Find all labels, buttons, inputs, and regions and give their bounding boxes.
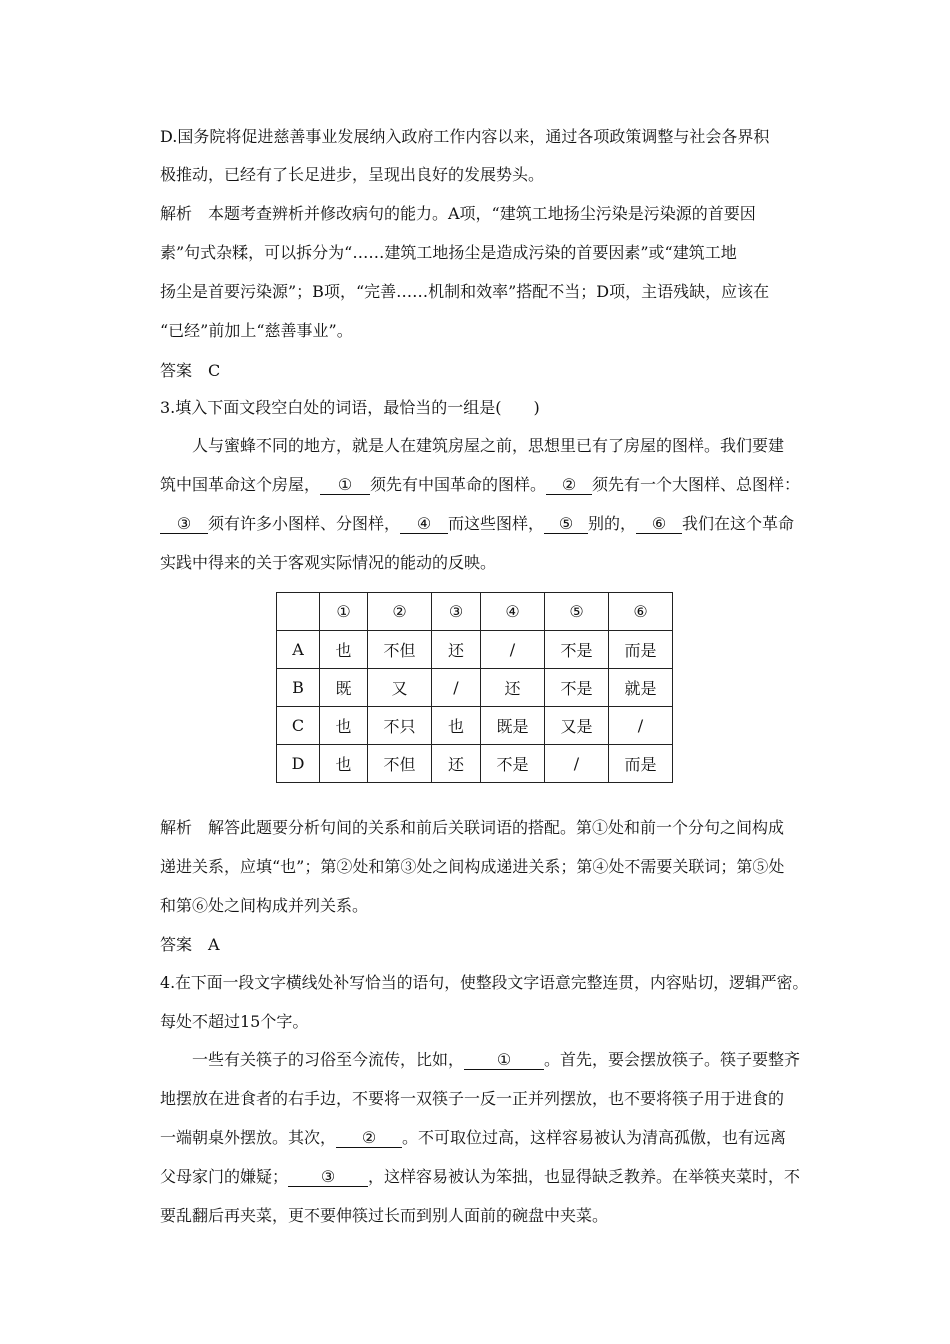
q2-analysis-line3: 扬尘是首要污染源”；B项，“完善……机制和效率”搭配不当；D项，主语残缺，应该在 (160, 282, 770, 301)
q2-option-d-line2: 极推动，已经有了长足进步，呈现出良好的发展势头。 (160, 165, 545, 184)
table-cell: ③ (432, 593, 481, 631)
q3-paragraph-line3 (160, 514, 794, 534)
table-cell: 而是 (609, 745, 673, 783)
q3-analysis-line3: 和第⑥处之间构成并列关系。 (160, 896, 369, 915)
q2-analysis-line4: “已经”前加上“慈善事业”。 (160, 321, 353, 340)
q4-text: 一些有关筷子的习俗至今流传，比如， (192, 1050, 465, 1069)
q2-analysis-line1: 解析 本题考查辨析并修改病句的能力。A项，“建筑工地扬尘污染是污染源的首要因 (160, 204, 756, 223)
q3-stem: 3.填入下面文段空白处的词语，最恰当的一组是( ) (160, 398, 540, 417)
options-table (276, 592, 673, 783)
q4-paragraph-line5: 要乱翻后再夹菜，更不要伸筷过长而到别人面前的碗盘中夹菜。 (160, 1206, 609, 1225)
q4-paragraph-line2: 地摆放在进食者的右手边，不要将一双筷子一反一正并列摆放，也不要将筷子用于进食的 (160, 1089, 785, 1108)
table-cell: 而是 (609, 631, 673, 669)
table-cell: 又是 (545, 707, 609, 745)
q3-blank-2: ② (546, 476, 592, 495)
q4-paragraph-line4 (160, 1167, 800, 1187)
table-cell: / (432, 669, 481, 707)
table-cell: 还 (432, 745, 481, 783)
table-cell: / (609, 707, 673, 745)
table-row (277, 669, 673, 707)
table-row (277, 745, 673, 783)
q3-text: 我们在这个革命 (682, 514, 795, 533)
q3-text: 筑中国革命这个房屋， (160, 475, 321, 494)
table-cell: 既 (320, 669, 368, 707)
q3-paragraph-line4: 实践中得来的关于客观实际情况的能动的反映。 (160, 553, 497, 572)
table-cell: 又 (368, 669, 432, 707)
q3-analysis-line2: 递进关系，应填“也”；第②处和第③处之间构成递进关系；第④处不需要关联词；第⑤处 (160, 857, 785, 876)
q4-blank-2: ② (336, 1129, 402, 1148)
table-cell: 不是 (481, 745, 545, 783)
table-cell: 也 (432, 707, 481, 745)
q3-text: 须先有中国革命的图样。 (370, 475, 547, 494)
q3-blank-5: ⑤ (544, 515, 588, 534)
q4-blank-3: ③ (288, 1168, 368, 1187)
q4-text: 父母家门的嫌疑； (160, 1167, 289, 1186)
table-cell (277, 593, 320, 631)
q3-text: 别的， (588, 514, 637, 533)
q2-answer: 答案 C (160, 361, 221, 380)
table-row (277, 631, 673, 669)
table-header-row (277, 593, 673, 631)
table-cell: 不是 (545, 631, 609, 669)
table-cell: 不只 (368, 707, 432, 745)
table-cell: B (277, 669, 320, 707)
table-cell: ② (368, 593, 432, 631)
table-cell: 不但 (368, 631, 432, 669)
q3-blank-1: ① (320, 476, 370, 495)
q3-blank-6: ⑥ (636, 515, 682, 534)
table-cell: 既是 (481, 707, 545, 745)
q4-paragraph-line1 (192, 1050, 800, 1070)
q4-text: 一端朝桌外摆放。其次， (160, 1128, 337, 1147)
table-cell: A (277, 631, 320, 669)
q3-blank-3: ③ (160, 515, 208, 534)
q3-text: 须有许多小图样、分图样， (208, 514, 401, 533)
q4-text: 。不可取位过高，这样容易被认为清高孤傲，也有远离 (402, 1128, 787, 1147)
q3-text: 须先有一个大图样、总图样： (592, 475, 801, 494)
table-cell: 还 (432, 631, 481, 669)
table-cell: 不是 (545, 669, 609, 707)
table-row (277, 707, 673, 745)
q4-paragraph-line3 (160, 1128, 786, 1148)
q3-blank-4: ④ (400, 515, 448, 534)
table-cell: 也 (320, 707, 368, 745)
q3-answer: 答案 A (160, 935, 220, 954)
q4-blank-1: ① (464, 1051, 544, 1070)
table-cell: 不但 (368, 745, 432, 783)
q3-text: 而这些图样， (448, 514, 545, 533)
q4-text: ，这样容易被认为笨拙，也显得缺乏教养。在举筷夹菜时，不 (368, 1167, 801, 1186)
q4-text: 。首先，要会摆放筷子。筷子要整齐 (544, 1050, 801, 1069)
table-cell: C (277, 707, 320, 745)
table-cell: 也 (320, 631, 368, 669)
table-cell: ① (320, 593, 368, 631)
table-cell: / (481, 631, 545, 669)
table-cell: / (545, 745, 609, 783)
table-cell: ④ (481, 593, 545, 631)
q4-stem-line2: 每处不超过15个字。 (160, 1012, 309, 1031)
q3-analysis-line1: 解析 解答此题要分析句间的关系和前后关联词语的搭配。第①处和前一个分句之间构成 (160, 818, 785, 837)
q3-paragraph-line2 (160, 475, 800, 495)
table-cell: 还 (481, 669, 545, 707)
q3-paragraph-line1: 人与蜜蜂不同的地方，就是人在建筑房屋之前，思想里已有了房屋的图样。我们要建 (192, 436, 785, 455)
table-cell: ⑥ (609, 593, 673, 631)
q2-analysis-line2: 素”句式杂糅，可以拆分为“……建筑工地扬尘是造成污染的首要因素”或“建筑工地 (160, 243, 737, 262)
q4-stem-line1: 4.在下面一段文字横线处补写恰当的语句，使整段文字语意完整连贯，内容贴切，逻辑严密。 (160, 973, 809, 992)
table-cell: D (277, 745, 320, 783)
q2-option-d-line1: D.国务院将促进慈善事业发展纳入政府工作内容以来，通过各项政策调整与社会各界积 (160, 127, 770, 146)
table-cell: ⑤ (545, 593, 609, 631)
table-cell: 就是 (609, 669, 673, 707)
table-cell: 也 (320, 745, 368, 783)
